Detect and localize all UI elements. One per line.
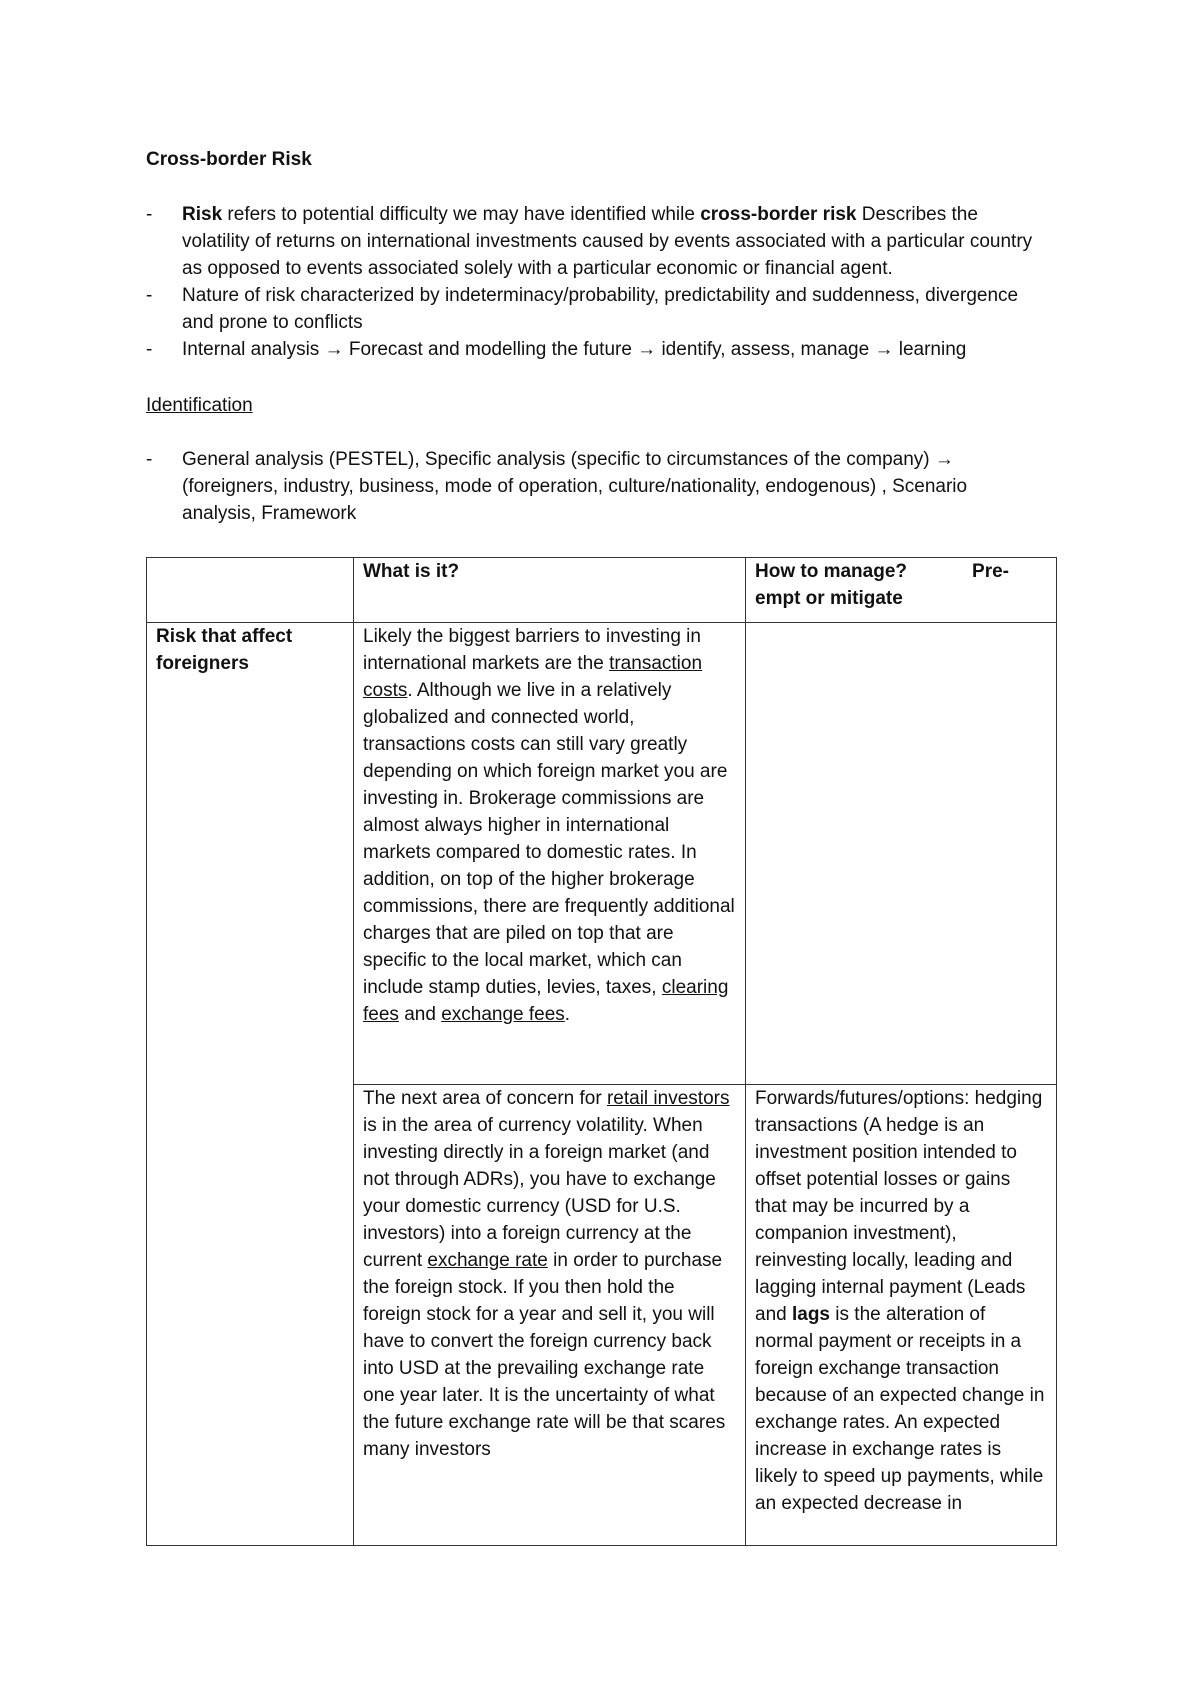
- underlined-term: exchange rate: [427, 1250, 548, 1271]
- identification-bullet-list: [146, 446, 1046, 527]
- text-run: in order to purchase the foreign stock. If you then hold the foreign stock for a year and sell it, you will have to convert the foreign currency back into USD at the prevailing exchange rate one year later. It is the uncertainty of what the future exchange rate will be that scares many investors: [363, 1250, 726, 1460]
- text-run: is in the area of currency volatility. When investing directly in a foreign market (and not through ADRs), you have to exchange your domestic currency (USD for U.S. investors) into a foreign currency at the current: [363, 1115, 716, 1271]
- manage-cell: [746, 1085, 1057, 1546]
- text-run: Likely the biggest barriers to investing in international markets are the: [363, 626, 701, 674]
- what-cell: [354, 1085, 746, 1546]
- bullet-dash: -: [146, 204, 153, 225]
- bullet-dash: -: [146, 285, 153, 306]
- text-run: is the alteration of normal payment or receipts in a foreign exchange transaction because of an expected change in exchange rates. An expected increase in exchange rates is likely to speed up payments, while an expected decrease in: [755, 1304, 1045, 1514]
- bullet-text: [182, 449, 967, 524]
- manage-cell: [746, 623, 1057, 1085]
- what-text: [363, 626, 735, 1025]
- text-run: . Although we live in a relatively globalized and connected world, transactions costs can still vary greatly depending on which foreign market you are investing in. Brokerage commissions are almost always higher in international markets compared to domestic rates. In addition, on top of the higher brokerage commissions, there are frequently additional charges that are piled on top that are specific to the local market, which can include stamp duties, levies, taxes,: [363, 680, 735, 998]
- bullet-item: [146, 282, 1046, 336]
- text-run: Forwards/futures/options: hedging transactions (A hedge is an investment position intended to offset potential losses or gains that may be incurred by a companion investment), reinvesting locally, leading and lagging internal payment (Leads and: [755, 1088, 1043, 1325]
- underlined-term: exchange fees: [441, 1004, 565, 1025]
- bullet-item: [146, 336, 1046, 363]
- bullet-text: [182, 204, 1032, 279]
- header-cell-empty: [147, 558, 354, 623]
- text-run: General analysis (PESTEL), Specific analysis (specific to circumstances of the company) → (foreigners, industry, business, mode of operation, culture/nationality, endogenous) , Scenario analysis, Framework: [182, 449, 968, 524]
- bullet-text: [182, 339, 966, 360]
- table-row: [147, 623, 1057, 1085]
- bullet-dash: -: [146, 449, 153, 470]
- bullet-item: [146, 446, 1046, 527]
- what-text: [363, 1088, 729, 1460]
- text-run: refers to potential difficulty we may have identified while: [222, 204, 701, 225]
- manage-text: [755, 1088, 1044, 1514]
- header-cell-manage: [746, 558, 1057, 623]
- text-run: The next area of concern for: [363, 1088, 607, 1109]
- intro-bullet-list: [146, 201, 1046, 363]
- text-run: Internal analysis → Forecast and modelling the future → identify, assess, manage → learning: [182, 339, 967, 360]
- bullet-text: [182, 285, 1018, 333]
- text-run: Describes the volatility of returns on international investments caused by events associated with a particular country as opposed to events associated solely with a particular economic or financial agent.: [182, 204, 1033, 279]
- bullet-item: [146, 201, 1046, 282]
- text-run: Nature of risk characterized by indeterminacy/probability, predictability and suddenness, divergence and prone to conflicts: [182, 285, 1019, 333]
- header-manage-second-line: empt or mitigate: [755, 588, 903, 609]
- text-run: .: [564, 1004, 571, 1025]
- what-cell: [354, 623, 746, 1085]
- header-cell-what: What is it?: [354, 558, 746, 623]
- identification-heading: Identification: [146, 395, 253, 416]
- table-header-row: [147, 558, 1057, 623]
- underlined-term: retail investors: [606, 1088, 730, 1109]
- bold-term: lags: [791, 1304, 831, 1325]
- row-label-cell: Risk that affect foreigners: [147, 623, 354, 1546]
- header-manage-right: Pre-: [972, 561, 1009, 582]
- bullet-dash: -: [146, 339, 153, 360]
- bold-term: cross-border risk: [700, 204, 857, 225]
- risk-table: [146, 557, 1057, 1546]
- underlined-term: transaction costs: [363, 653, 703, 701]
- underlined-term: clearing fees: [363, 977, 729, 1025]
- page-title: Cross-border Risk: [146, 149, 312, 170]
- text-run: and: [398, 1004, 442, 1025]
- bold-term: Risk: [182, 204, 223, 225]
- header-manage-left: How to manage?: [755, 561, 908, 582]
